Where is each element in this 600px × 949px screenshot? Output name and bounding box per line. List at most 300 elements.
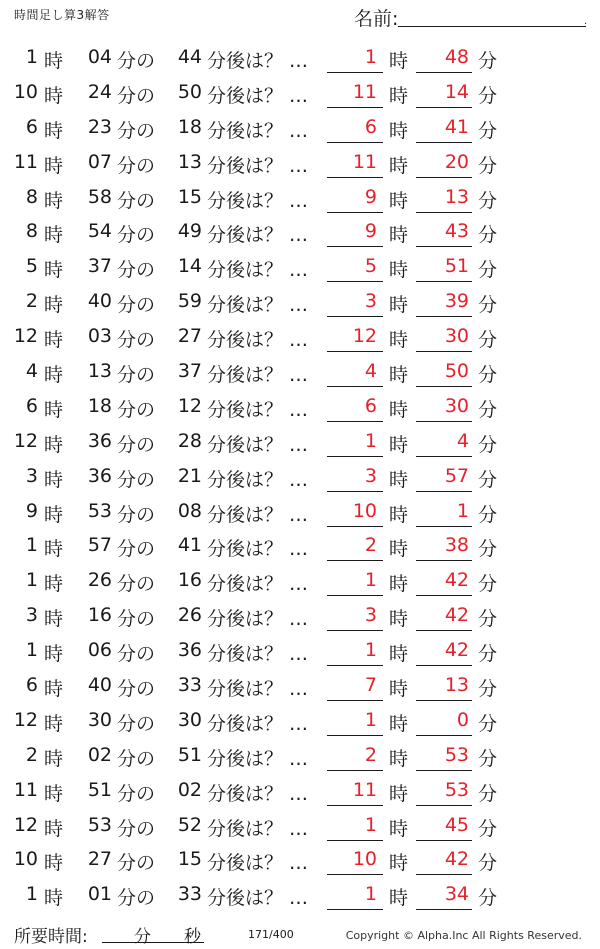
- problem-row: [0, 42, 600, 77]
- answer-minute: 4: [456, 429, 469, 452]
- answer-hour: 6: [364, 115, 377, 138]
- minute-of-unit: 分の: [117, 678, 156, 701]
- answer-hour-unit: 時: [389, 259, 409, 282]
- minute-of-unit: 分の: [117, 50, 156, 72]
- question-text: 分後は？ …: [207, 678, 309, 701]
- start-minute: 04: [87, 46, 112, 68]
- minute-of-unit: 分の: [117, 712, 156, 735]
- answer-hour: 9: [364, 185, 377, 208]
- start-minute: 40: [87, 290, 112, 313]
- start-minute: 23: [87, 115, 112, 138]
- question-text: 分後は？ …: [207, 782, 309, 805]
- answer-hour: 6: [364, 394, 377, 417]
- added-minutes: 44: [177, 46, 202, 68]
- answer-minute-unit: 分: [478, 573, 498, 596]
- answer-minute-line: [416, 526, 472, 527]
- question-text: 分後は？ …: [207, 433, 309, 456]
- answer-hour-line: [327, 735, 383, 736]
- answer-hour-unit: 時: [389, 643, 409, 666]
- start-minute: 37: [87, 255, 112, 278]
- answer-minute-unit: 分: [478, 852, 498, 875]
- answer-hour: 1: [364, 46, 377, 68]
- added-minutes: 16: [177, 569, 202, 592]
- answer-minute-line: [416, 700, 472, 701]
- answer-hour-line: [327, 316, 383, 317]
- name-field-line[interactable]: [398, 26, 586, 27]
- problem-row: [0, 321, 600, 356]
- answer-hour-line: [327, 351, 383, 352]
- problem-row: [0, 600, 600, 635]
- answer-minute: 43: [444, 220, 469, 243]
- name-field-end: .: [584, 16, 588, 27]
- answer-minute-unit: 分: [478, 817, 498, 840]
- answer-minute-unit: 分: [478, 782, 498, 805]
- time-required-min: 分: [134, 927, 151, 947]
- answer-hour: 3: [364, 464, 377, 487]
- problem-row: [0, 530, 600, 565]
- start-minute: 57: [87, 534, 112, 557]
- answer-minute-unit: 分: [478, 712, 498, 735]
- added-minutes: 49: [177, 220, 202, 243]
- answer-hour-line: [327, 177, 383, 178]
- answer-hour: 12: [352, 325, 377, 348]
- answer-hour: 11: [352, 150, 377, 173]
- added-minutes: 37: [177, 360, 202, 383]
- answer-hour-line: [327, 805, 383, 806]
- start-minute: 16: [87, 604, 112, 627]
- problem-list: [0, 42, 600, 914]
- answer-minute-line: [416, 316, 472, 317]
- answer-minute-line: [416, 212, 472, 213]
- added-minutes: 21: [177, 464, 202, 487]
- added-minutes: 41: [177, 534, 202, 557]
- time-required-sec: 秒: [184, 927, 201, 947]
- hour-unit: 時: [44, 503, 64, 526]
- added-minutes: 02: [177, 778, 202, 801]
- problem-row: [0, 670, 600, 705]
- copyright: Copyright © Alpha.Inc All Rights Reserved.: [345, 929, 582, 942]
- answer-minute-unit: 分: [478, 259, 498, 282]
- question-text: 分後は？ …: [207, 608, 309, 631]
- answer-minute: 38: [444, 534, 469, 557]
- answer-hour-line: [327, 874, 383, 875]
- question-text: 分後は？ …: [207, 189, 309, 212]
- start-hour: 3: [25, 464, 38, 487]
- hour-unit: 時: [44, 154, 64, 177]
- minute-of-unit: 分の: [117, 782, 156, 805]
- hour-unit: 時: [44, 433, 64, 456]
- start-minute: 03: [87, 325, 112, 348]
- problem-row: [0, 286, 600, 321]
- answer-minute-line: [416, 246, 472, 247]
- hour-unit: 時: [44, 782, 64, 805]
- hour-unit: 時: [44, 468, 64, 491]
- start-minute: 53: [87, 499, 112, 522]
- hour-unit: 時: [44, 364, 64, 387]
- minute-of-unit: 分の: [117, 538, 156, 561]
- answer-hour-unit: 時: [389, 84, 409, 107]
- answer-minute-line: [416, 177, 472, 178]
- problem-row: [0, 705, 600, 740]
- answer-hour: 10: [352, 848, 377, 871]
- added-minutes: 18: [177, 115, 202, 138]
- question-text: 分後は？ …: [207, 224, 309, 247]
- answer-hour: 1: [364, 429, 377, 452]
- answer-minute-line: [416, 281, 472, 282]
- hour-unit: 時: [44, 538, 64, 561]
- answer-minute-unit: 分: [478, 224, 498, 247]
- answer-hour: 5: [364, 255, 377, 278]
- answer-minute: 45: [444, 813, 469, 836]
- answer-hour: 7: [364, 674, 377, 697]
- answer-minute-unit: 分: [478, 294, 498, 317]
- name-label: 名前:: [354, 8, 399, 30]
- answer-hour-line: [327, 770, 383, 771]
- answer-minute: 14: [444, 80, 469, 103]
- answer-minute: 42: [444, 639, 469, 662]
- answer-hour-unit: 時: [389, 224, 409, 247]
- added-minutes: 27: [177, 325, 202, 348]
- added-minutes: 15: [177, 185, 202, 208]
- problem-row: [0, 147, 600, 182]
- answer-hour-unit: 時: [389, 50, 409, 72]
- answer-minute-unit: 分: [478, 887, 498, 910]
- answer-minute-unit: 分: [478, 119, 498, 142]
- added-minutes: 52: [177, 813, 202, 836]
- hour-unit: 時: [44, 678, 64, 701]
- answer-hour-line: [327, 246, 383, 247]
- answer-hour-line: [327, 560, 383, 561]
- answer-minute: 34: [444, 883, 469, 906]
- start-hour: 5: [25, 255, 38, 278]
- answer-minute-line: [416, 735, 472, 736]
- answer-minute: 20: [444, 150, 469, 173]
- start-hour: 1: [25, 883, 38, 906]
- answer-hour-unit: 時: [389, 678, 409, 701]
- problem-row: [0, 565, 600, 600]
- start-hour: 10: [13, 80, 38, 103]
- page-number: 171/400: [248, 928, 294, 941]
- start-minute: 40: [87, 674, 112, 697]
- time-required-label: 所要時間:: [14, 927, 88, 947]
- answer-hour-unit: 時: [389, 538, 409, 561]
- minute-of-unit: 分の: [117, 224, 156, 247]
- question-text: 分後は？ …: [207, 154, 309, 177]
- answer-minute-line: [416, 491, 472, 492]
- answer-minute: 41: [444, 115, 469, 138]
- answer-minute-line: [416, 421, 472, 422]
- start-minute: 36: [87, 429, 112, 452]
- question-text: 分後は？ …: [207, 643, 309, 666]
- answer-hour: 2: [364, 534, 377, 557]
- answer-minute-unit: 分: [478, 538, 498, 561]
- question-text: 分後は？ …: [207, 747, 309, 770]
- answer-minute: 39: [444, 290, 469, 313]
- start-minute: 26: [87, 569, 112, 592]
- answer-hour-unit: 時: [389, 747, 409, 770]
- start-minute: 07: [87, 150, 112, 173]
- answer-minute: 42: [444, 848, 469, 871]
- answer-minute: 1: [456, 499, 469, 522]
- answer-minute: 53: [444, 743, 469, 766]
- answer-hour: 1: [364, 883, 377, 906]
- start-minute: 53: [87, 813, 112, 836]
- added-minutes: 59: [177, 290, 202, 313]
- answer-minute-line: [416, 351, 472, 352]
- added-minutes: 36: [177, 639, 202, 662]
- start-minute: 02: [87, 743, 112, 766]
- problem-row: [0, 810, 600, 845]
- start-hour: 12: [13, 429, 38, 452]
- answer-hour: 1: [364, 708, 377, 731]
- question-text: 分後は？ …: [207, 712, 309, 735]
- answer-minute: 30: [444, 325, 469, 348]
- answer-hour-unit: 時: [389, 852, 409, 875]
- hour-unit: 時: [44, 887, 64, 910]
- problem-row: [0, 879, 600, 914]
- hour-unit: 時: [44, 747, 64, 770]
- hour-unit: 時: [44, 573, 64, 596]
- answer-minute-line: [416, 560, 472, 561]
- added-minutes: 33: [177, 674, 202, 697]
- answer-hour: 1: [364, 569, 377, 592]
- problem-row: [0, 775, 600, 810]
- question-text: 分後は？ …: [207, 398, 309, 421]
- start-hour: 11: [13, 778, 38, 801]
- start-hour: 12: [13, 325, 38, 348]
- added-minutes: 08: [177, 499, 202, 522]
- answer-hour-line: [327, 281, 383, 282]
- answer-hour-unit: 時: [389, 189, 409, 212]
- answer-minute-unit: 分: [478, 50, 498, 72]
- answer-minute-line: [416, 107, 472, 108]
- answer-minute-unit: 分: [478, 678, 498, 701]
- question-text: 分後は？ …: [207, 259, 309, 282]
- answer-minute: 42: [444, 569, 469, 592]
- answer-hour-line: [327, 212, 383, 213]
- minute-of-unit: 分の: [117, 887, 156, 910]
- hour-unit: 時: [44, 398, 64, 421]
- answer-hour-unit: 時: [389, 364, 409, 387]
- minute-of-unit: 分の: [117, 189, 156, 212]
- problem-row: [0, 112, 600, 147]
- question-text: 分後は？ …: [207, 364, 309, 387]
- minute-of-unit: 分の: [117, 817, 156, 840]
- answer-hour-unit: 時: [389, 433, 409, 456]
- answer-hour: 1: [364, 639, 377, 662]
- answer-minute-unit: 分: [478, 503, 498, 526]
- answer-hour: 3: [364, 604, 377, 627]
- minute-of-unit: 分の: [117, 747, 156, 770]
- hour-unit: 時: [44, 643, 64, 666]
- question-text: 分後は？ …: [207, 294, 309, 317]
- problem-row: [0, 635, 600, 670]
- start-minute: 54: [87, 220, 112, 243]
- problem-row: [0, 844, 600, 879]
- worksheet-title: 時間足し算3解答: [14, 8, 110, 22]
- minute-of-unit: 分の: [117, 433, 156, 456]
- added-minutes: 14: [177, 255, 202, 278]
- answer-minute-line: [416, 72, 472, 73]
- start-hour: 8: [25, 220, 38, 243]
- added-minutes: 13: [177, 150, 202, 173]
- minute-of-unit: 分の: [117, 84, 156, 107]
- answer-hour-unit: 時: [389, 294, 409, 317]
- start-hour: 2: [25, 743, 38, 766]
- start-minute: 24: [87, 80, 112, 103]
- hour-unit: 時: [44, 119, 64, 142]
- answer-minute-line: [416, 874, 472, 875]
- answer-minute-line: [416, 840, 472, 841]
- answer-hour: 10: [352, 499, 377, 522]
- hour-unit: 時: [44, 294, 64, 317]
- answer-hour-line: [327, 630, 383, 631]
- answer-hour-unit: 時: [389, 573, 409, 596]
- answer-hour: 11: [352, 80, 377, 103]
- added-minutes: 50: [177, 80, 202, 103]
- minute-of-unit: 分の: [117, 259, 156, 282]
- question-text: 分後は？ …: [207, 817, 309, 840]
- added-minutes: 26: [177, 604, 202, 627]
- start-minute: 01: [87, 883, 112, 906]
- minute-of-unit: 分の: [117, 119, 156, 142]
- start-hour: 1: [25, 569, 38, 592]
- answer-minute: 30: [444, 394, 469, 417]
- answer-hour-line: [327, 700, 383, 701]
- question-text: 分後は？ …: [207, 503, 309, 526]
- answer-minute-unit: 分: [478, 747, 498, 770]
- hour-unit: 時: [44, 189, 64, 212]
- answer-hour-line: [327, 72, 383, 73]
- answer-hour-line: [327, 386, 383, 387]
- answer-minute: 48: [444, 46, 469, 68]
- minute-of-unit: 分の: [117, 608, 156, 631]
- hour-unit: 時: [44, 224, 64, 247]
- start-minute: 13: [87, 360, 112, 383]
- answer-hour: 1: [364, 813, 377, 836]
- added-minutes: 30: [177, 708, 202, 731]
- start-hour: 3: [25, 604, 38, 627]
- problem-row: [0, 216, 600, 251]
- start-hour: 9: [25, 499, 38, 522]
- answer-hour-unit: 時: [389, 782, 409, 805]
- hour-unit: 時: [44, 817, 64, 840]
- start-minute: 58: [87, 185, 112, 208]
- answer-hour: 2: [364, 743, 377, 766]
- answer-hour-unit: 時: [389, 503, 409, 526]
- minute-of-unit: 分の: [117, 468, 156, 491]
- minute-of-unit: 分の: [117, 398, 156, 421]
- answer-minute-unit: 分: [478, 329, 498, 352]
- answer-hour-line: [327, 456, 383, 457]
- answer-hour-unit: 時: [389, 119, 409, 142]
- question-text: 分後は？ …: [207, 573, 309, 596]
- question-text: 分後は？ …: [207, 852, 309, 875]
- minute-of-unit: 分の: [117, 329, 156, 352]
- answer-hour-line: [327, 909, 383, 910]
- problem-row: [0, 391, 600, 426]
- answer-minute: 0: [456, 708, 469, 731]
- question-text: 分後は？ …: [207, 538, 309, 561]
- answer-minute: 53: [444, 778, 469, 801]
- added-minutes: 15: [177, 848, 202, 871]
- answer-minute: 13: [444, 674, 469, 697]
- start-minute: 51: [87, 778, 112, 801]
- answer-minute-unit: 分: [478, 433, 498, 456]
- start-hour: 1: [25, 534, 38, 557]
- start-hour: 12: [13, 708, 38, 731]
- answer-hour-line: [327, 491, 383, 492]
- answer-hour-unit: 時: [389, 398, 409, 421]
- answer-minute-line: [416, 456, 472, 457]
- answer-hour: 3: [364, 290, 377, 313]
- start-minute: 27: [87, 848, 112, 871]
- start-hour: 12: [13, 813, 38, 836]
- start-hour: 4: [25, 360, 38, 383]
- added-minutes: 33: [177, 883, 202, 906]
- answer-minute-line: [416, 386, 472, 387]
- answer-minute: 13: [444, 185, 469, 208]
- added-minutes: 51: [177, 743, 202, 766]
- answer-minute-line: [416, 805, 472, 806]
- answer-hour-line: [327, 595, 383, 596]
- minute-of-unit: 分の: [117, 364, 156, 387]
- start-minute: 36: [87, 464, 112, 487]
- answer-minute-line: [416, 770, 472, 771]
- question-text: 分後は？ …: [207, 887, 309, 910]
- answer-hour-unit: 時: [389, 329, 409, 352]
- start-minute: 06: [87, 639, 112, 662]
- answer-minute-unit: 分: [478, 364, 498, 387]
- answer-minute-unit: 分: [478, 189, 498, 212]
- answer-minute: 42: [444, 604, 469, 627]
- start-hour: 6: [25, 394, 38, 417]
- answer-minute-unit: 分: [478, 154, 498, 177]
- answer-minute: 57: [444, 464, 469, 487]
- hour-unit: 時: [44, 329, 64, 352]
- answer-minute-line: [416, 630, 472, 631]
- answer-hour-unit: 時: [389, 608, 409, 631]
- problem-row: [0, 182, 600, 217]
- problem-row: [0, 496, 600, 531]
- answer-minute-line: [416, 595, 472, 596]
- answer-minute-line: [416, 909, 472, 910]
- problem-row: [0, 740, 600, 775]
- added-minutes: 28: [177, 429, 202, 452]
- hour-unit: 時: [44, 259, 64, 282]
- answer-hour: 11: [352, 778, 377, 801]
- minute-of-unit: 分の: [117, 294, 156, 317]
- answer-minute: 51: [444, 255, 469, 278]
- answer-hour-line: [327, 526, 383, 527]
- question-text: 分後は？ …: [207, 329, 309, 352]
- answer-hour-unit: 時: [389, 887, 409, 910]
- problem-row: [0, 251, 600, 286]
- answer-minute-line: [416, 142, 472, 143]
- answer-hour-line: [327, 840, 383, 841]
- start-minute: 18: [87, 394, 112, 417]
- answer-hour-line: [327, 107, 383, 108]
- answer-minute-line: [416, 665, 472, 666]
- problem-row: [0, 461, 600, 496]
- answer-hour-line: [327, 142, 383, 143]
- start-hour: 1: [25, 639, 38, 662]
- answer-minute-unit: 分: [478, 398, 498, 421]
- answer-hour-line: [327, 665, 383, 666]
- problem-row: [0, 77, 600, 112]
- answer-minute-unit: 分: [478, 468, 498, 491]
- question-text: 分後は？ …: [207, 119, 309, 142]
